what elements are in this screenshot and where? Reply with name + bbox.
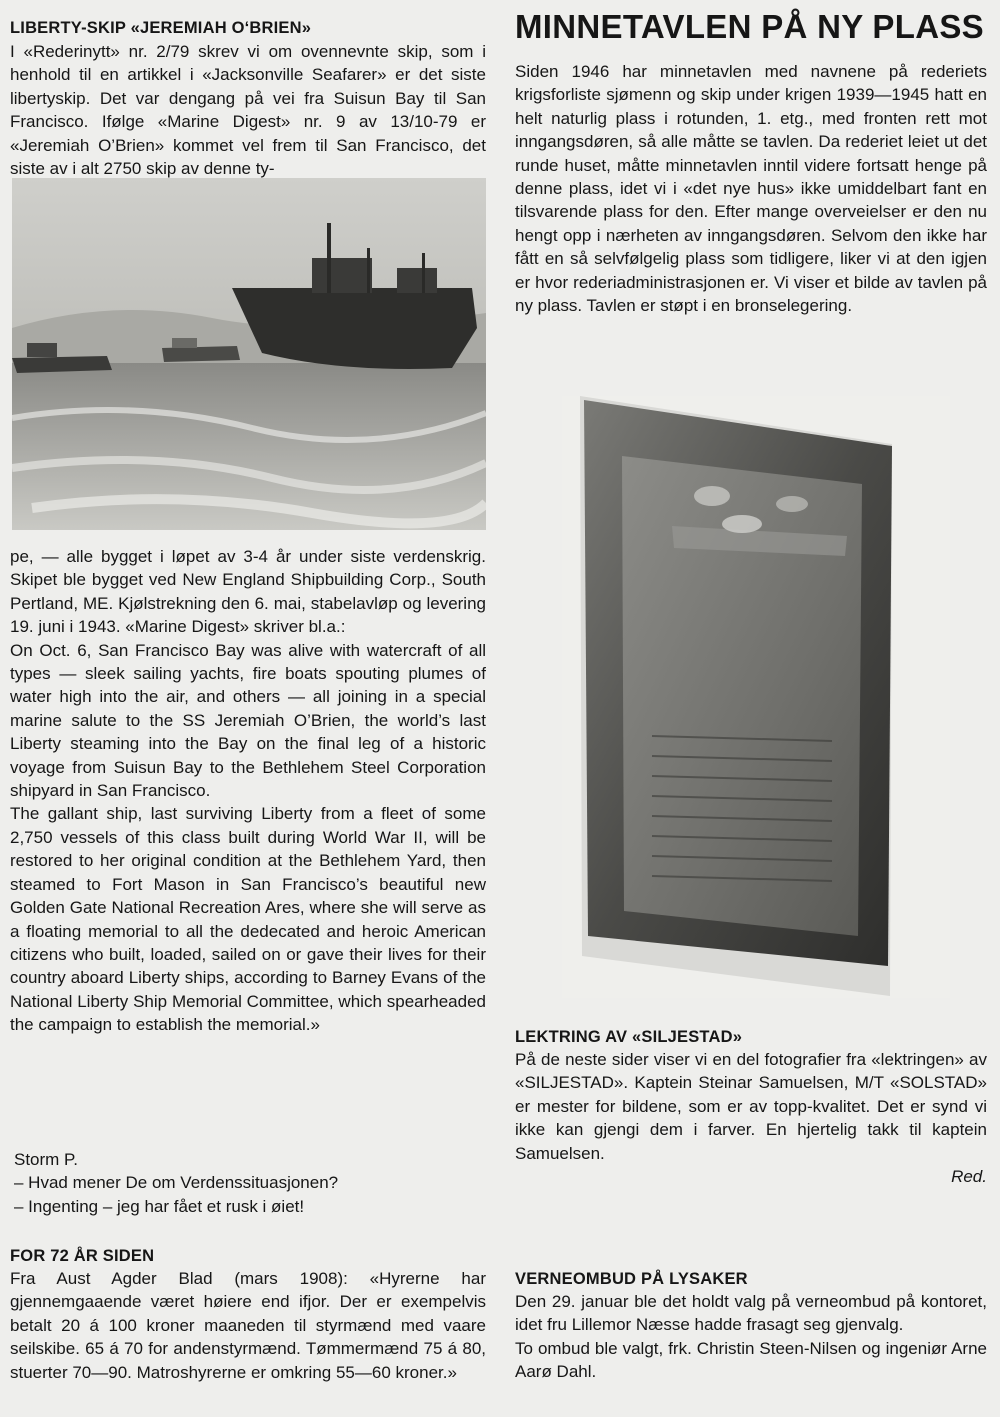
liberty-quote-paragraph-2: The gallant ship, last surviving Liberty from a fleet of some 2,750 vessels of this class built during World War II, will be restored to her original condition at the Bethlehem Yard, then steamed to Fort Mason in San Francisco’s beautiful new Golden Gate National Recreation Ares, where she will serve as a floating memorial to all the dedecated and heroic American citizens who built, loaded, sailed on or gave their lives for their country aboard Liberty ships, according to Barney Evans of the National Liberty Ship Memorial Committee, which spearheaded the campaign to establish the memorial.»	[10, 804, 486, 1035]
for72-heading: FOR 72 ÅR SIDEN	[10, 1247, 155, 1265]
lektring-heading: LEKTRING AV «SILJESTAD»	[515, 1028, 743, 1046]
minne-body: Siden 1946 har minnetavlen med navnene på rederiets krigsforliste sjømenn og skip under krigen 1939—1945 hatt en helt naturlig plass i rotunden, 1. etg., med fronten rett mot inngangsdøren, så alle måtte se tavlen. Da rederiet leiet ut det runde huset, måtte minnetavlen inntil videre fortsatt henge på denne plass, idet vi i «det nye hus» ikke umiddelbart fant en tilsvarende plass for den. Efter mange overveielser er den nu hengt opp i nærheten av inngangsdøren. Selvom den ikke har fått en så selvfølgelig plass som tidligere, liker vi at den igjen er hvor rederiadministrasjonen er. Vi viser et bilde av tavlen på ny plass. Tavlen er støpt i en bronselegering.	[515, 62, 987, 316]
liberty-article-heading	[10, 17, 486, 39]
liberty-heading: LIBERTY-SKIP «JEREMIAH O‘BRIEN»	[10, 19, 312, 37]
storm-p-line-2: – Ingenting – jeg har fået et rusk i øiet!	[14, 1196, 305, 1216]
verne-article	[515, 1268, 987, 1384]
liberty-intro: I «Rederinytt» nr. 2/79 skrev vi om ovennevnte skip, som i henhold til en artikkel i «Jacksonville Seafarer» er det siste libertyskip. Det var dengang på vei fra Suisun Bay til San Francisco. Ifølge «Marine Digest» nr. 9 av 13/10-79 er «Jeremiah O’Brien» kommet vel frem til San Francisco, det siste av i alt 2750 skip av denne ty-	[10, 42, 486, 179]
ship-photo-graphic	[12, 178, 486, 530]
lektring-article	[515, 1026, 987, 1188]
liberty-continuation-block	[10, 545, 486, 1037]
verne-body-1: Den 29. januar ble det holdt valg på verneombud på kontoret, idet fru Lillemor Næsse hadde frasagt seg gjenvalg.	[515, 1292, 987, 1335]
for72-body: Fra Aust Agder Blad (mars 1908): «Hyrerne har gjennemgaaende været høiere end ifjor. Der er exempelvis betalt 20 á 100 kroner maaneden til styrmænd med vaare seilskibe. 65 á 70 for andenstyrmænd. Tømmermænd 75 á 80, stuerter 70—90. Matroshyrerne er omkring 55—60 kroner.»	[10, 1269, 486, 1382]
storm-p-name: Storm P.	[14, 1150, 78, 1169]
storm-p-quote	[14, 1148, 484, 1218]
liberty-continuation: pe, — alle bygget i løpet av 3-4 år under siste verdenskrig. Skipet ble bygget ved New England Shipbuilding Corp., South Pertland, ME. Kjølstrekning den 6. mai, stabelavløp og levering 19. juni i 1943. «Marine Digest» skriver bl.a.:	[10, 547, 486, 637]
verne-heading: VERNEOMBUD PÅ LYSAKER	[515, 1270, 748, 1288]
lektring-body: På de neste sider viser vi en del fotografier fra «lektringen» av «SILJESTAD». Kaptein Steinar Samuelsen, M/T «SOLSTAD» er mester for bildene, som er av topp-kvalitet. Det er synd vi ikke kan gjengi dem i farver. En hjertelig takk til kaptein Samuelsen.	[515, 1050, 987, 1163]
liberty-quote-paragraph-1: On Oct. 6, San Francisco Bay was alive with watercraft of all types — sleek sailing yachts, fire boats spouting plumes of water high into the air, and others — all joining in a special marine salute to the SS Jeremiah O’Brien, the world’s last Liberty steaming into the Bay on the final leg of a historic voyage from Suisun Bay to the Bethlehem Steel Corporation shipyard in San Francisco.	[10, 640, 486, 801]
editor-signature: Red.	[951, 1167, 987, 1187]
liberty-ship-photo	[12, 178, 486, 530]
for72-article	[10, 1245, 486, 1384]
storm-p-line-1: – Hvad mener De om Verdenssituasjonen?	[14, 1173, 339, 1193]
minne-body-block	[515, 60, 987, 317]
memorial-plaque-photo	[562, 396, 950, 998]
liberty-intro-block	[10, 40, 486, 180]
verne-body-2: To ombud ble valgt, frk. Christin Steen-Nilsen og ingeniør Arne Aarø Dahl.	[515, 1338, 987, 1382]
minne-heading: MINNETAVLEN PÅ NY PLASS	[515, 8, 984, 45]
minne-article	[515, 8, 990, 46]
plaque-photo-graphic	[562, 396, 950, 998]
